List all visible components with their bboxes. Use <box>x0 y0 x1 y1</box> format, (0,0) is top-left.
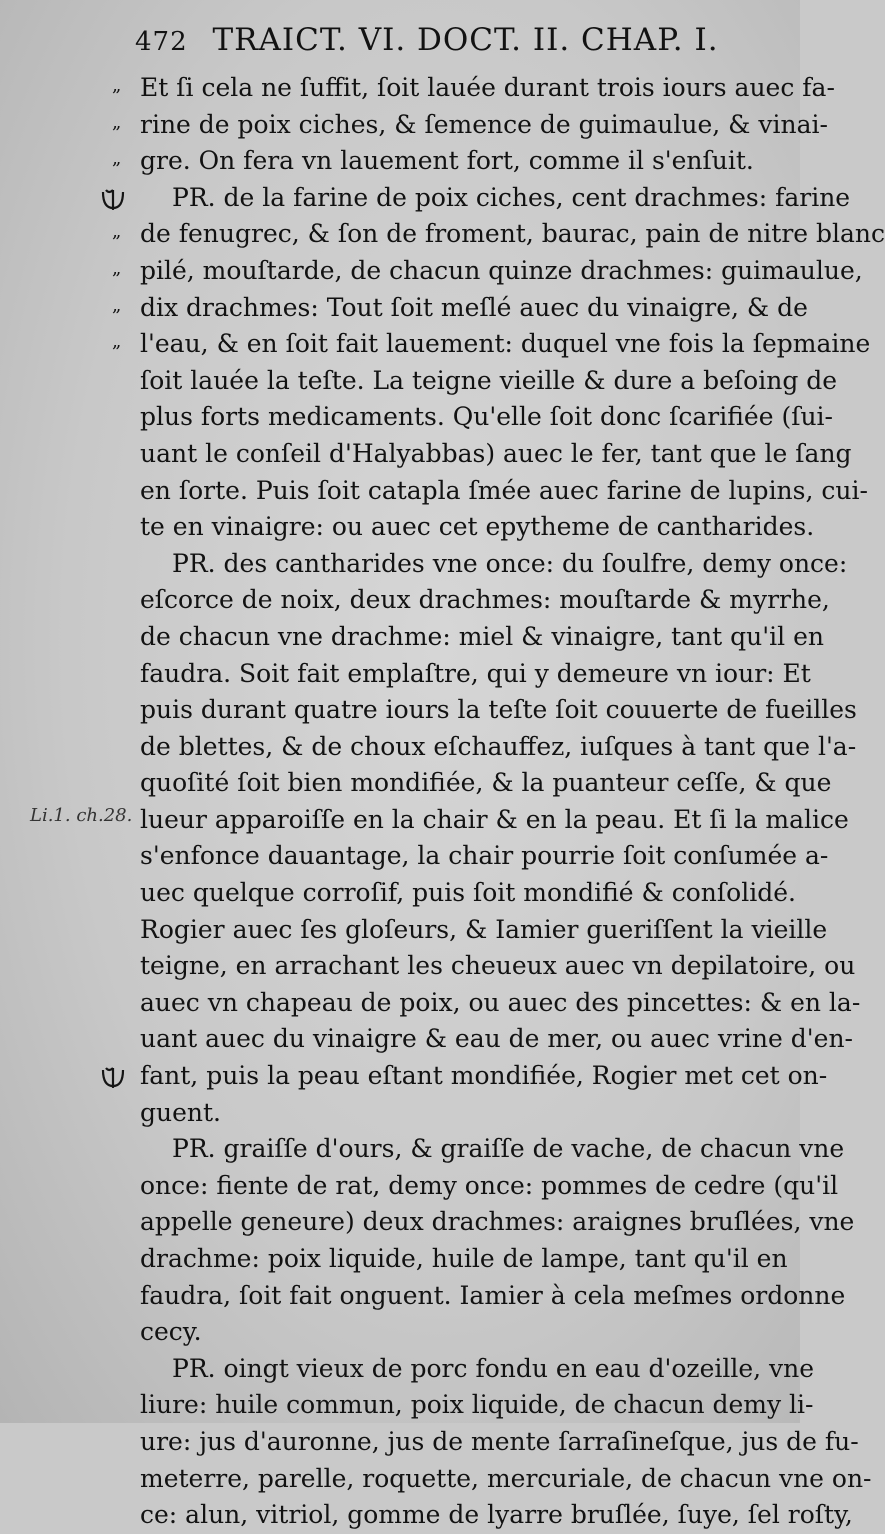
text-line <box>0 509 815 546</box>
text-line <box>0 619 824 656</box>
text-line <box>0 363 838 400</box>
line-text: appelle geneure) deux drachmes: araignes bruſlées, vne <box>140 1207 855 1237</box>
line-text: de blettes, & de choux eſchauffez, iuſques à tant que l'a- <box>140 731 857 761</box>
text-line <box>0 1424 859 1461</box>
text-line <box>0 912 828 949</box>
text-line <box>0 473 868 510</box>
text-line <box>0 765 832 802</box>
line-text: meterre, parelle, roquette, mercuriale, de chacun vne on- <box>140 1463 872 1493</box>
text-line <box>0 1168 839 1205</box>
line-text: fant, puis la peau eſtant mondifiée, Rogier met cet on- <box>140 1061 828 1091</box>
line-text: gre. On fera vn lauement fort, comme il s'enſuit. <box>140 146 754 176</box>
text-line <box>0 216 885 253</box>
text-line <box>0 253 863 290</box>
text-line <box>0 70 835 107</box>
line-text: Et ſi cela ne ſuffit, ſoit lauée durant trois iours auec fa- <box>140 73 835 102</box>
line-text: puis durant quatre iours la teſte ſoit couuerte de fueilles <box>140 695 857 725</box>
recipe-symbol-icon <box>100 186 126 212</box>
line-text: s'enfonce dauantage, la chair pourrie ſoit conſumée a- <box>140 841 829 871</box>
line-text: uec quelque corroſif, puis ſoit mondifié & conſolidé. <box>140 878 796 908</box>
line-text: te en vinaigre: ou auec cet epytheme de cantharides. <box>140 512 815 542</box>
text-line <box>0 107 828 144</box>
quote-marker-icon: „ <box>112 257 122 279</box>
text-line <box>0 582 830 619</box>
text-line <box>0 1204 855 1241</box>
text-line <box>0 729 857 766</box>
text-line <box>0 1314 800 1351</box>
line-text: PR. des cantharides vne once: du ſoulfre, demy once: <box>172 548 848 578</box>
text-line <box>0 802 849 839</box>
line-text: faudra, ſoit fait onguent. Iamier à cela meſmes ordonne <box>140 1280 846 1310</box>
line-text: eſcorce de noix, deux drachmes: mouſtarde & myrrhe, <box>140 585 830 615</box>
text-line <box>0 875 800 912</box>
text-line <box>0 1241 800 1278</box>
text-line <box>0 546 848 583</box>
line-text: cecy. <box>140 1317 202 1347</box>
line-text: teigne, en arrachant les cheueux auec vn depilatoire, ou <box>140 951 856 981</box>
line-text: drachme: poix liquide, huile de lampe, tant qu'il en <box>140 1244 788 1273</box>
text-line <box>0 1497 853 1534</box>
text-line <box>0 985 861 1022</box>
line-text: uant auec du vinaigre & eau de mer, ou auec vrine d'en- <box>140 1024 853 1054</box>
line-text: ſoit lauée la teſte. La teigne vieille & dure a beſoing de <box>140 365 838 395</box>
line-text: rine de poix ciches, & ſemence de guimaulue, & vinai- <box>140 109 828 139</box>
text-line <box>0 180 851 217</box>
text-line <box>0 326 871 363</box>
line-text: auec vn chapeau de poix, ou auec des pincettes: & en la- <box>140 987 861 1017</box>
line-text: PR. de la farine de poix ciches, cent drachmes: farine <box>172 182 851 212</box>
text-line <box>0 1058 828 1095</box>
text-line <box>0 1461 872 1498</box>
line-text: plus forts medicaments. Qu'elle ſoit donc ſcarifiée (ſui- <box>140 402 833 432</box>
quote-marker-icon: „ <box>112 148 122 170</box>
text-line <box>0 948 856 985</box>
quote-marker-icon: „ <box>112 111 122 133</box>
text-line <box>0 436 852 473</box>
quote-marker-icon: „ <box>112 75 122 96</box>
quote-marker-icon: „ <box>112 221 122 243</box>
line-text: Rogier auec ſes gloſeurs, & Iamier gueriſſent la vieille <box>140 914 828 944</box>
text-line <box>0 1131 845 1168</box>
running-title: TRAICT. VI. DOCT. II. CHAP. I. <box>212 22 719 58</box>
page-number: 472 <box>135 27 188 57</box>
line-text: ure: jus d'auronne, jus de mente ſarraſineſque, jus de fu- <box>140 1426 859 1456</box>
line-text: ce: alun, vitriol, gomme de lyarre bruſlée, ſuye, ſel roſty, <box>140 1500 853 1530</box>
line-text: PR. oingt vieux de porc fondu en eau d'ozeille, vne <box>172 1353 815 1383</box>
text-line <box>0 1351 815 1388</box>
text-line <box>0 692 857 729</box>
line-text: liure: huile commun, poix liquide, de chacun demy li- <box>140 1390 814 1420</box>
quote-marker-icon: „ <box>112 331 122 353</box>
line-text: PR. graiſſe d'ours, & graiſſe de vache, de chacun vne <box>172 1134 845 1164</box>
line-text: dix drachmes: Tout ſoit meſlé auec du vinaigre, & de <box>140 292 808 322</box>
line-text: quoſité ſoit bien mondifiée, & la puanteur ceſſe, & que <box>140 768 832 798</box>
text-line <box>0 290 808 327</box>
line-text: lueur apparoiſſe en la chair & en la peau. Et ſi la malice <box>140 804 849 834</box>
quote-marker-icon: „ <box>112 294 122 316</box>
text-line <box>0 1278 846 1315</box>
line-text: pilé, mouſtarde, de chacun quinze drachmes: guimaulue, <box>140 255 863 285</box>
line-text: l'eau, & en ſoit fait lauement: duquel vne fois la ſepmaine <box>140 329 871 359</box>
text-block <box>0 70 885 1534</box>
text-line <box>0 399 833 436</box>
margin-reference: Li.1. ch.28. <box>30 804 133 826</box>
line-text: uant le conſeil d'Halyabbas) auec le fer, tant que le ſang <box>140 438 852 468</box>
text-line <box>0 1095 800 1132</box>
recipe-symbol-icon <box>100 1064 126 1090</box>
running-head <box>135 22 775 62</box>
line-text: de fenugrec, & ſon de froment, baurac, pain de nitre blanc <box>140 219 885 249</box>
text-line <box>0 838 829 875</box>
line-text: guent. <box>140 1097 221 1127</box>
line-text: faudra. Soit fait emplaſtre, qui y demeure vn iour: Et <box>140 658 811 688</box>
line-text: de chacun vne drachme: miel & vinaigre, tant qu'il en <box>140 621 824 651</box>
line-text: once: fiente de rat, demy once: pommes de cedre (qu'il <box>140 1170 839 1200</box>
text-line <box>0 143 800 180</box>
line-text: en ſorte. Puis ſoit catapla ſmée auec farine de lupins, cui- <box>140 475 868 505</box>
text-line <box>0 1387 814 1424</box>
text-line <box>0 656 811 693</box>
text-line <box>0 1021 853 1058</box>
